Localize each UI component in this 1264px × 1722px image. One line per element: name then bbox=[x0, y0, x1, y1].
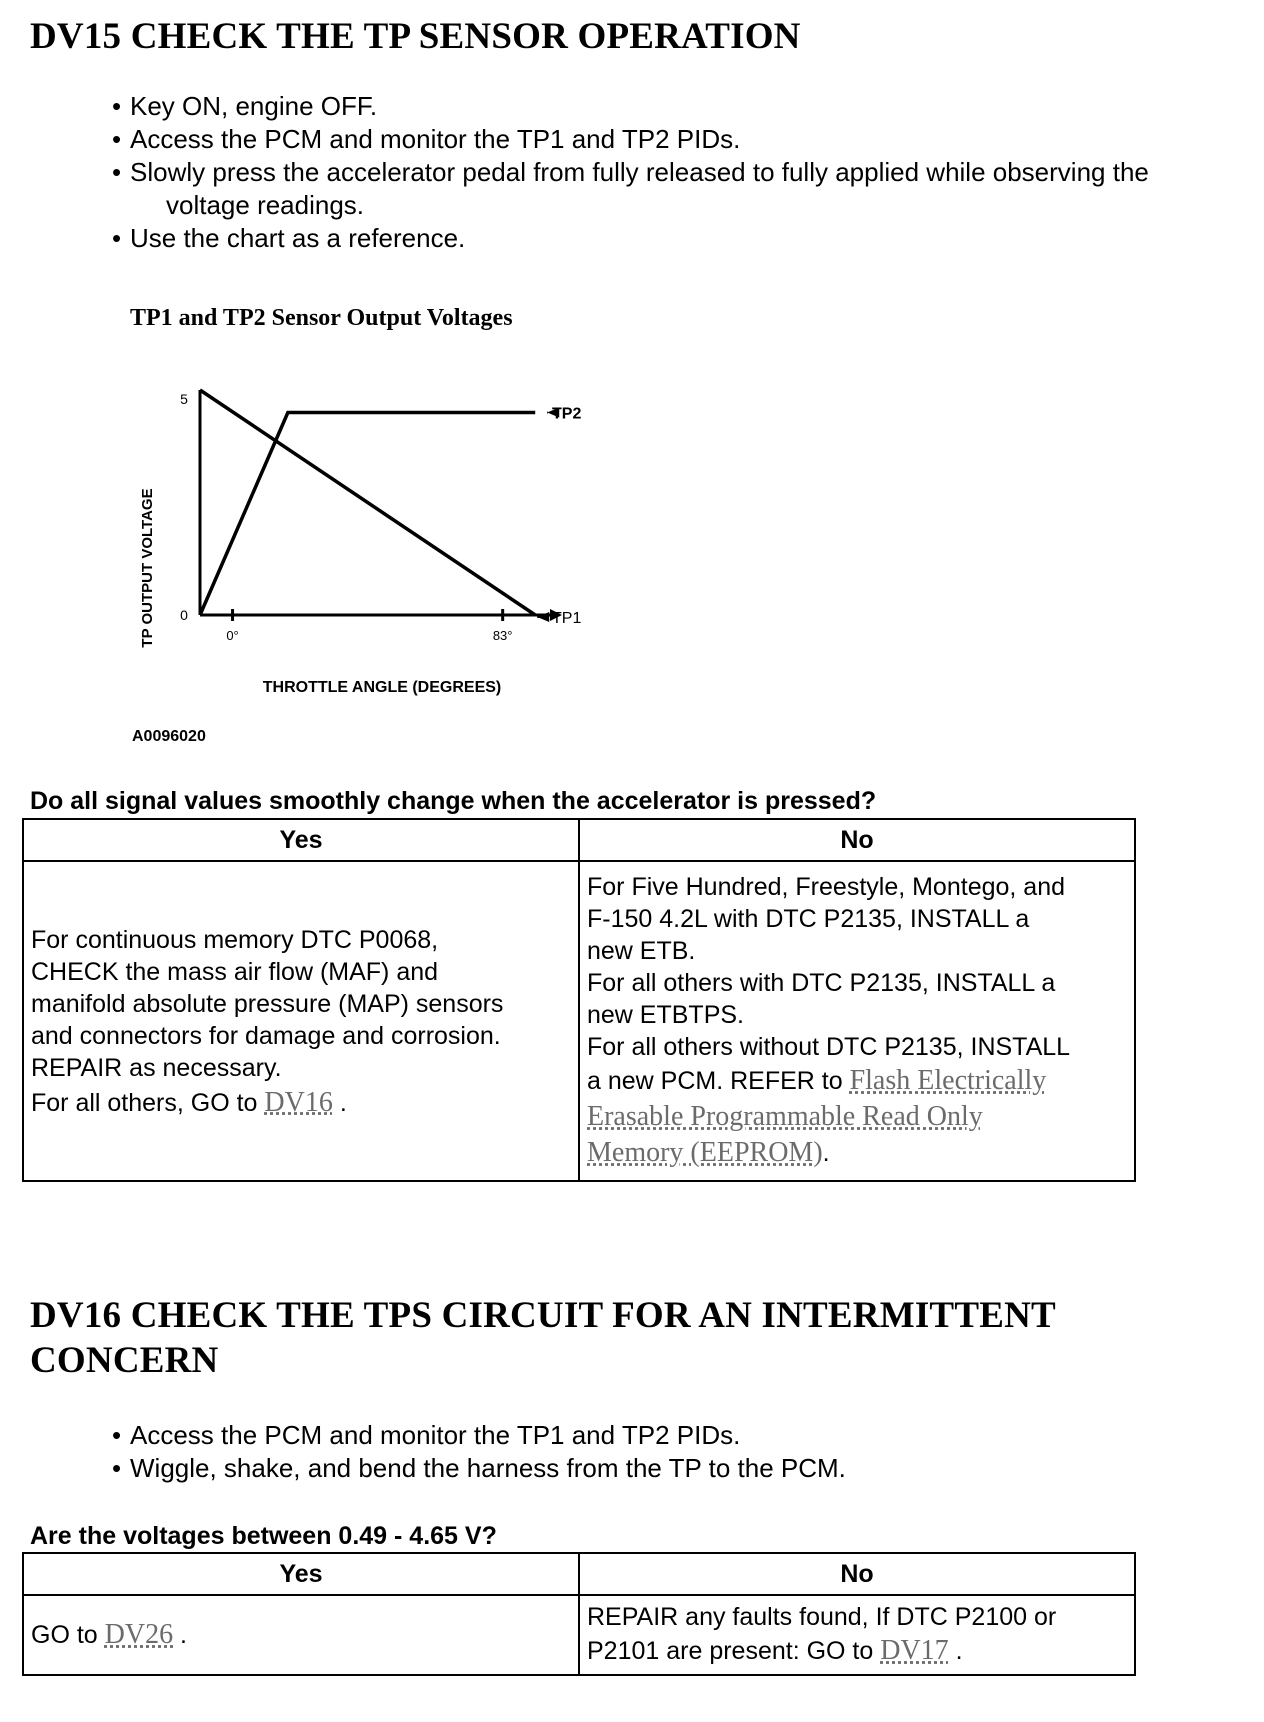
bullet-glyph: • bbox=[112, 91, 122, 121]
bullet-glyph: • bbox=[112, 223, 122, 253]
eeprom-link-part-2[interactable]: Erasable Programmable Read Only bbox=[587, 1101, 983, 1132]
yes-cell bbox=[23, 861, 579, 1181]
table-header-row bbox=[23, 819, 1135, 861]
yes-line-text: GO to bbox=[31, 1621, 105, 1649]
legend-label-tp1: TP1 bbox=[552, 610, 582, 627]
no-line: For all others with DTC P2135, INSTALL a bbox=[587, 969, 1056, 997]
dv16-heading-line-1: DV16 CHECK THE TPS CIRCUIT FOR AN INTERMITTENT bbox=[30, 1295, 1056, 1336]
dv16-bullet-list bbox=[112, 1419, 1232, 1485]
dv16-heading bbox=[30, 1293, 1056, 1383]
dv16-decision-table bbox=[22, 1552, 1136, 1676]
series-tp2-line bbox=[200, 413, 535, 616]
dv16-bullet-1 bbox=[112, 1419, 1232, 1452]
dv15-bullet-3 bbox=[112, 156, 1232, 222]
no-line-with-link bbox=[587, 1063, 1127, 1099]
legend-label-tp2: TP2 bbox=[552, 405, 582, 423]
no-line: new ETBTPS. bbox=[587, 1001, 744, 1029]
table-header-row bbox=[23, 1553, 1135, 1595]
bullet-text: Slowly press the accelerator pedal from fully released to fully applied while observing the bbox=[130, 157, 1149, 187]
x-axis-label: THROTTLE ANGLE (DEGREES) bbox=[262, 679, 502, 696]
yes-cell bbox=[23, 1595, 579, 1675]
dv16-question: Are the voltages between 0.49 - 4.65 V? bbox=[30, 1522, 497, 1550]
y-tick-label-0: 0 bbox=[180, 607, 188, 623]
table-row bbox=[23, 861, 1135, 1181]
tp-voltage-chart bbox=[120, 380, 640, 700]
dv15-question: Do all signal values smoothly change when the accelerator is pressed? bbox=[30, 787, 877, 815]
chart-caption: TP1 and TP2 Sensor Output Voltages bbox=[130, 305, 513, 331]
dv15-decision-table bbox=[22, 818, 1136, 1182]
dv15-heading: DV15 CHECK THE TP SENSOR OPERATION bbox=[30, 16, 801, 57]
dv15-bullet-list bbox=[112, 90, 1232, 255]
bullet-text: Access the PCM and monitor the TP1 and TP2 PIDs. bbox=[130, 1420, 741, 1450]
no-line-suffix: . bbox=[948, 1637, 963, 1665]
bullet-text: Wiggle, shake, and bend the harness from the TP to the PCM. bbox=[130, 1453, 846, 1483]
dv15-bullet-2 bbox=[112, 123, 1232, 156]
yes-line: and connectors for damage and corrosion. bbox=[31, 1021, 501, 1050]
no-cell bbox=[579, 1595, 1135, 1675]
bullet-glyph: • bbox=[112, 124, 122, 154]
y-tick-label-5: 5 bbox=[180, 391, 188, 407]
no-line-suffix: . bbox=[822, 1139, 830, 1167]
x-tick-label-0: 0° bbox=[226, 628, 239, 643]
no-cell bbox=[579, 861, 1135, 1181]
dv17-link[interactable]: DV17 bbox=[880, 1635, 949, 1666]
yes-line: CHECK the mass air flow (MAF) and bbox=[31, 957, 439, 986]
dv16-bullet-2 bbox=[112, 1452, 1232, 1485]
bullet-glyph: • bbox=[112, 1420, 122, 1450]
yes-line: REPAIR as necessary. bbox=[31, 1053, 282, 1082]
eeprom-link-part-3[interactable]: Memory (EEPROM) bbox=[587, 1137, 823, 1168]
y-axis-label: TP OUTPUT VOLTAGE bbox=[139, 488, 156, 648]
no-line-with-link bbox=[587, 1135, 1127, 1171]
yes-line-suffix: . bbox=[173, 1621, 187, 1649]
yes-header: Yes bbox=[23, 1553, 579, 1595]
yes-header: Yes bbox=[23, 819, 579, 861]
no-header: No bbox=[579, 1553, 1135, 1595]
no-line: For Five Hundred, Freestyle, Montego, and bbox=[587, 873, 1066, 901]
bullet-glyph: • bbox=[112, 157, 122, 187]
yes-line: manifold absolute pressure (MAP) sensors bbox=[31, 989, 504, 1018]
no-line-text: a new PCM. REFER to bbox=[587, 1067, 850, 1095]
no-line-text: P2101 are present: GO to bbox=[587, 1637, 881, 1665]
table-row bbox=[23, 1595, 1135, 1675]
no-line-with-link bbox=[587, 1099, 1127, 1135]
no-header: No bbox=[579, 819, 1135, 861]
bullet-text-continued: voltage readings. bbox=[166, 190, 365, 220]
yes-line-with-link bbox=[31, 1087, 571, 1119]
dv26-link[interactable]: DV26 bbox=[104, 1619, 174, 1650]
bullet-text: Access the PCM and monitor the TP1 and TP2 PIDs. bbox=[130, 124, 741, 154]
yes-line: For continuous memory DTC P0068, bbox=[31, 925, 439, 954]
bullet-text: Key ON, engine OFF. bbox=[130, 91, 378, 121]
dv15-bullet-1 bbox=[112, 90, 1232, 123]
figure-id: A0096020 bbox=[132, 728, 206, 745]
bullet-glyph: • bbox=[112, 1453, 122, 1483]
yes-line-suffix: . bbox=[332, 1088, 347, 1117]
eeprom-link-part-1[interactable]: Flash Electrically bbox=[849, 1065, 1047, 1096]
x-tick-label-83: 83° bbox=[492, 628, 513, 643]
no-line: new ETB. bbox=[587, 937, 696, 965]
bullet-text: Use the chart as a reference. bbox=[130, 223, 466, 253]
no-line-with-link bbox=[587, 1633, 1127, 1669]
dv16-link[interactable]: DV16 bbox=[264, 1086, 333, 1118]
no-line: F-150 4.2L with DTC P2135, INSTALL a bbox=[587, 905, 1030, 933]
no-line: For all others without DTC P2135, INSTALL bbox=[587, 1033, 1071, 1061]
dv16-heading-line-2: CONCERN bbox=[30, 1340, 219, 1381]
dv15-bullet-4 bbox=[112, 222, 1232, 255]
no-line: REPAIR any faults found, If DTC P2100 or bbox=[587, 1603, 1057, 1631]
yes-line-text: For all others, GO to bbox=[31, 1088, 265, 1117]
